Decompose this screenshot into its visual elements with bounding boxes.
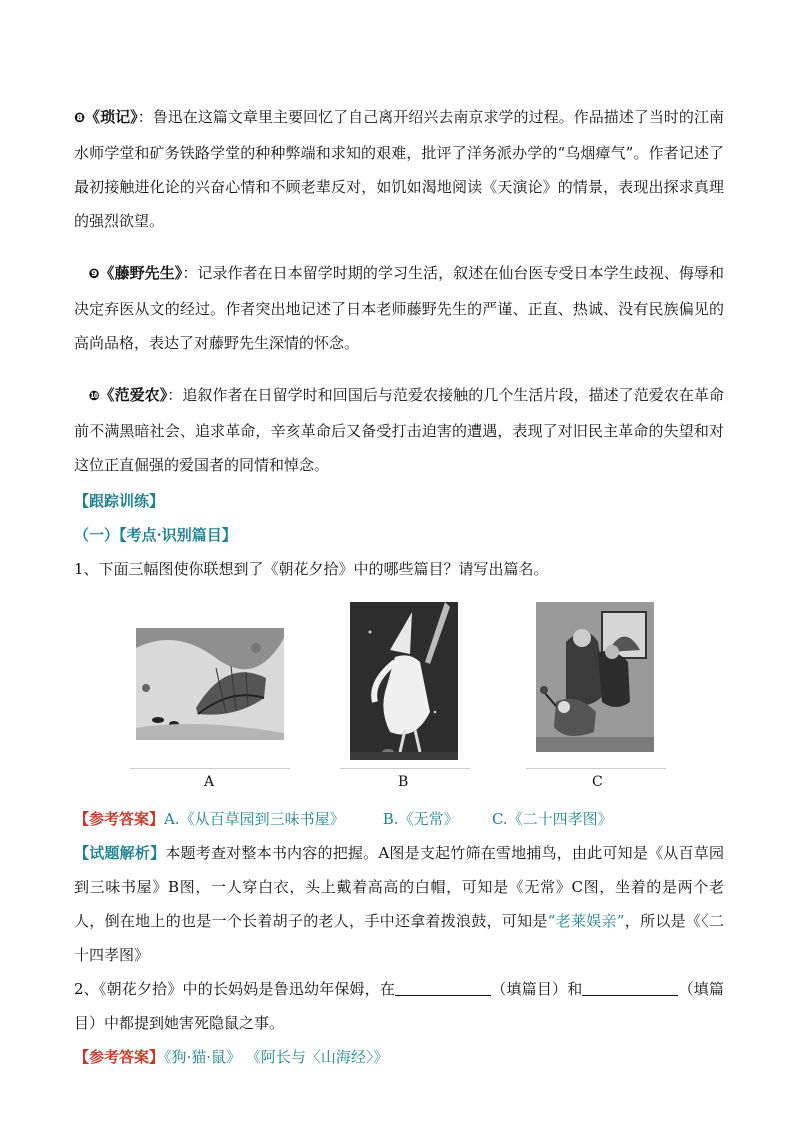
question-1-text: 1、下面三幅图使你联想到了《朝花夕拾》中的哪些篇目？请写出篇名。 — [74, 560, 549, 578]
image-c-underline — [526, 768, 666, 769]
image-c-label: C — [592, 774, 603, 790]
sub-heading — [74, 518, 724, 552]
blank-field-1[interactable] — [395, 979, 491, 996]
answer-2: 《狗·猫·鼠》 《阿长与〈山海经〉》 — [164, 1048, 389, 1066]
question-2-text-c: （填篇目）中都提到她害死隐鼠之事。 — [74, 980, 724, 1032]
image-b-underline — [340, 768, 470, 769]
answer-b: B.《无常》 — [382, 810, 459, 828]
question-2 — [74, 972, 724, 1040]
answer-c: C.《二十四孝图》 — [491, 810, 613, 828]
section-title: 【跟踪训练】 — [74, 492, 165, 510]
question-2-text-b: （填篇目）和 — [491, 980, 583, 998]
paragraph-suoji — [74, 100, 724, 238]
answer-tag: 【参考答案】 — [74, 810, 165, 828]
body-tengye: ：记录作者在日本留学时期的学习生活，叙述在仙台医专受日本学生歧视、侮辱和决定弃医从文的经过。作者突出地记述了日本老师藤野先生的严谨、正直、热诚、没有民族偏见的高尚品格，表达了对藤野先生深情的怀念。 — [74, 264, 724, 352]
blank-field-2[interactable] — [582, 979, 678, 996]
title-fanainong: 《范爱农》 — [99, 386, 168, 404]
question-2-answer — [74, 1040, 724, 1074]
image-c-laolai-yuqin — [536, 602, 654, 752]
circled-number-9: ❾ — [88, 267, 100, 282]
analysis-tag: 【试题解析】 — [74, 844, 166, 862]
answer-a: A.《从百草园到三味书屋》 — [164, 810, 345, 828]
question-1-images — [74, 602, 724, 802]
image-a-label: A — [204, 774, 215, 790]
analysis-quote: “老莱娱亲” — [547, 912, 625, 930]
document-page — [74, 100, 724, 1074]
analysis-end: ，所以是《〈二十四孝图》 — [74, 912, 724, 964]
image-b-wuchang — [350, 602, 458, 760]
image-a-underline — [130, 768, 290, 769]
title-suoji: 《琐记》 — [85, 108, 138, 126]
paragraph-fanainong — [74, 378, 724, 482]
analysis-text: 本题考查对整本书内容的把握。A图是支起竹筛在雪地捕鸟，由此可知是《从百草园到三味书屋》B图，一人穿白衣，头上戴着高高的白帽，可知是《无常》C图，坐着的是两个老人，倒在地上的也是一个长着胡子的老人，手中还拿着拨浪鼓，可知是 — [74, 844, 724, 930]
section-heading — [74, 484, 724, 518]
body-suoji: ：鲁迅在这篇文章里主要回忆了自己离开绍兴去南京求学的过程。作品描述了当时的江南水师学堂和矿务铁路学堂的种种弊端和求知的艰难，批评了洋务派办学的“乌烟瘴气”。作者记述了最初接触进化论的兴奋心情和不顾老辈反对，如饥如渴地阅读《天演论》的情景，表现出探求真理的强烈欲望。 — [74, 108, 724, 230]
image-a-bird-trap — [136, 628, 284, 740]
question-1-analysis — [74, 836, 724, 972]
answer-tag-2: 【参考答案】 — [74, 1048, 165, 1066]
circled-number-10: ❿ — [88, 389, 100, 404]
circled-number-8: ❽ — [74, 111, 86, 126]
question-1-answer — [74, 802, 724, 836]
body-fanainong: ：追叙作者在日留学时和回国后与范爱农接触的几个生活片段，描述了范爱农在革命前不满黑暗社会、追求革命，辛亥革命后又备受打击迫害的遭遇，表现了对旧民主革命的失望和对这位正直倔强的爱国者的同情和悼念。 — [74, 386, 724, 474]
title-tengye: 《藤野先生》 — [99, 264, 183, 282]
sub-title: （一）【考点·识别篇目】 — [74, 526, 237, 544]
image-b-label: B — [398, 774, 409, 790]
paragraph-tengye — [74, 256, 724, 360]
question-2-text-a: 2、《朝花夕拾》中的长妈妈是鲁迅幼年保姆，在 — [74, 980, 396, 998]
question-1 — [74, 552, 724, 586]
